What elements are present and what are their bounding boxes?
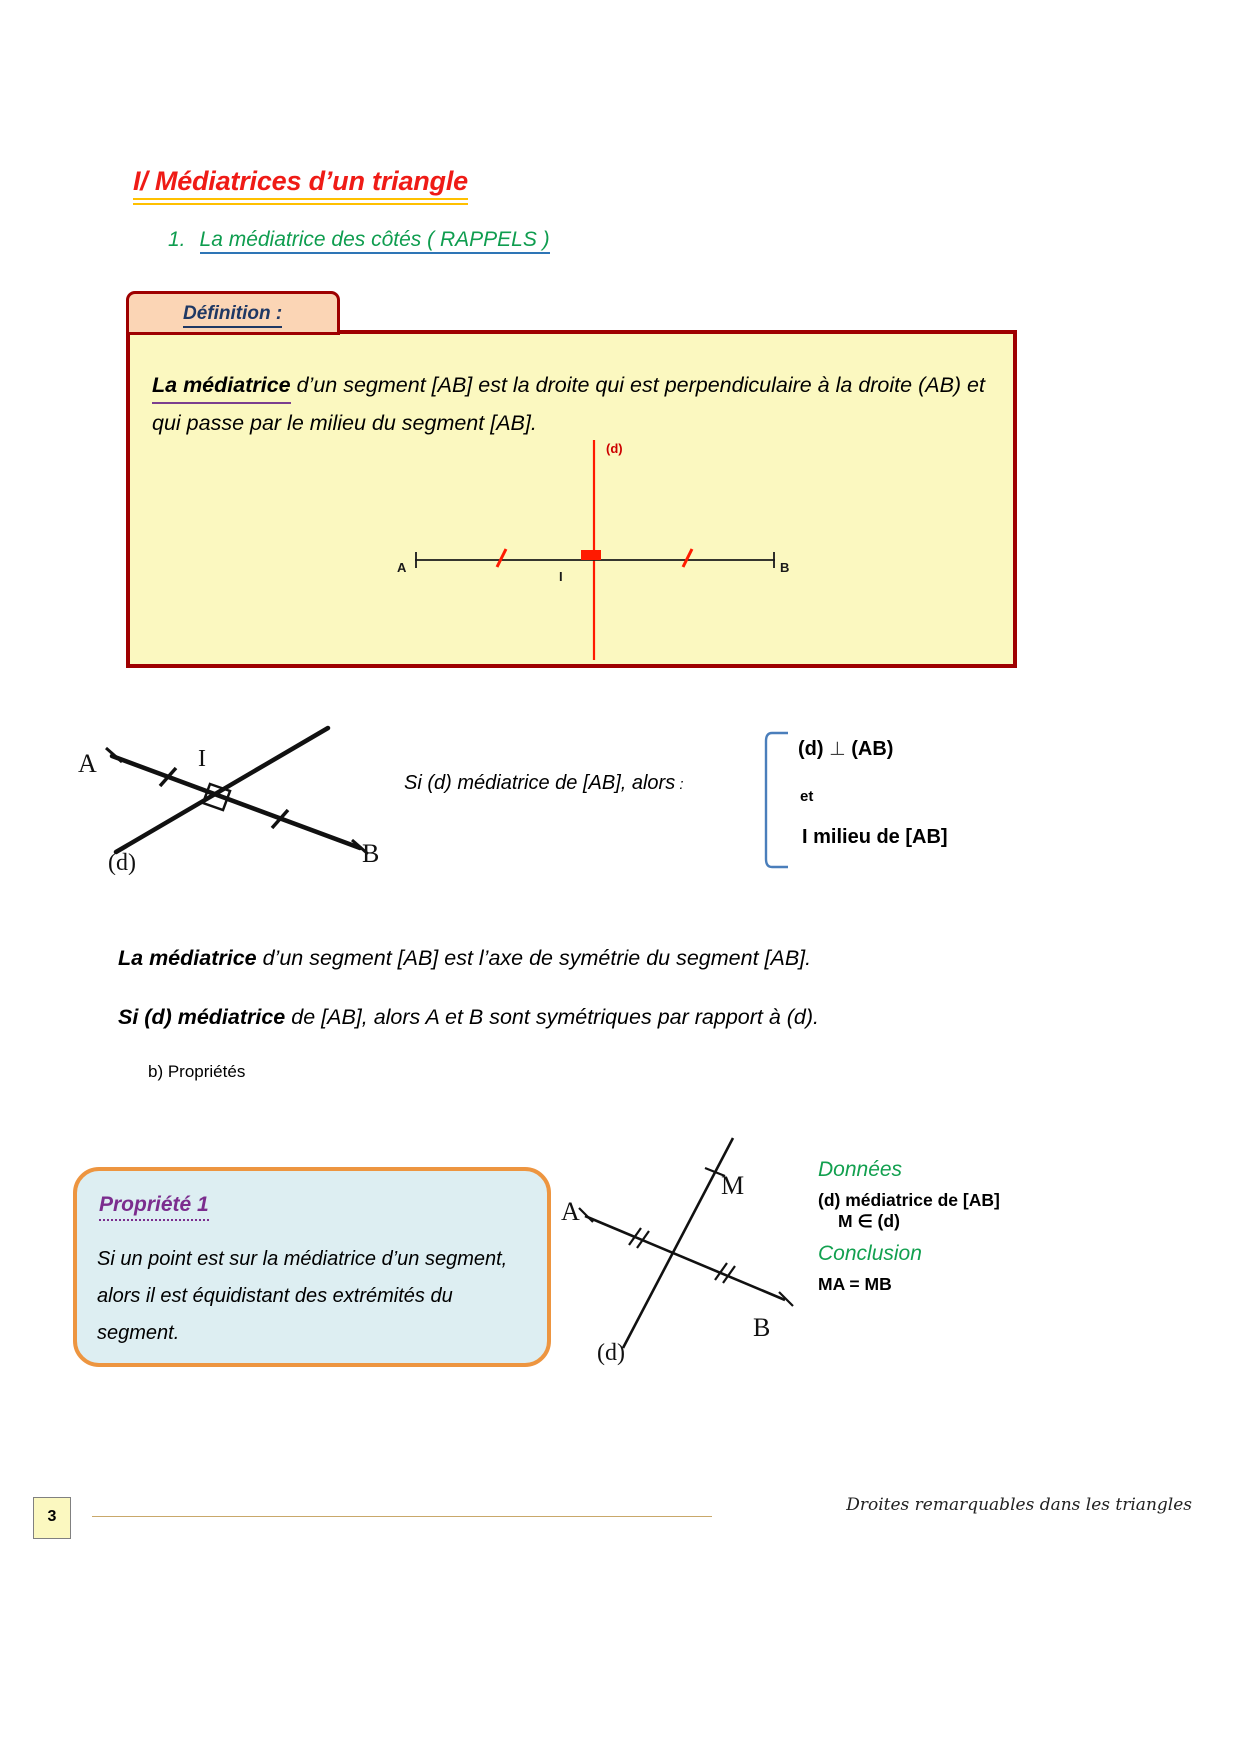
label-i: I xyxy=(559,569,563,584)
definition-keyword: La médiatrice xyxy=(152,366,291,404)
paragraph-symmetry-axis xyxy=(118,946,811,971)
donnees-line-2: M ∈ (d) xyxy=(838,1211,900,1231)
perp-pre: (d) xyxy=(798,738,830,760)
data-conclusion-block xyxy=(818,1158,1078,1295)
spacer-3 xyxy=(818,1266,1078,1274)
paragraph-1-bold: La médiatrice xyxy=(118,946,257,970)
brace-icon xyxy=(762,730,802,870)
subtitle-number: 1. xyxy=(168,228,186,251)
label-line-d: (d) xyxy=(606,441,623,456)
label-line-d-3: (d) xyxy=(597,1340,625,1366)
paragraph-2-rest: de [AB], alors A et B sont symétriques par rapport à (d). xyxy=(285,1005,820,1029)
paragraph-1-rest: d’un segment [AB] est l’axe de symétrie du segment [AB]. xyxy=(256,946,812,970)
label-a-2: A xyxy=(78,749,97,778)
label-b-3: B xyxy=(753,1313,771,1342)
label-line-d-2: (d) xyxy=(108,850,136,875)
figure-perpendicular-bisector xyxy=(60,700,380,880)
figure-mediatrice-ab-svg xyxy=(380,434,800,664)
tick-endpoint-a-3 xyxy=(579,1208,593,1222)
subtitle-text: La médiatrice des côtés ( RAPPELS ) xyxy=(199,228,550,251)
tick-mark-ai xyxy=(497,549,506,567)
figure-perpendicular-bisector-svg xyxy=(60,700,380,875)
perpendicular-icon: ⊥ xyxy=(829,739,846,760)
definition-box xyxy=(126,330,1017,668)
definition-tab xyxy=(126,291,340,335)
implication-premise xyxy=(404,772,684,795)
tick-mark-ib xyxy=(683,549,692,567)
label-b-2: B xyxy=(362,839,380,868)
sublabel-proprietes: b) Propriétés xyxy=(148,1062,246,1081)
spacer-1 xyxy=(818,1182,1078,1190)
label-b: B xyxy=(780,560,790,575)
definition-tab-label: Définition : xyxy=(183,303,282,328)
perp-post: (AB) xyxy=(845,738,894,760)
paragraph-2-bold: Si (d) médiatrice xyxy=(118,1005,286,1029)
property-title: Propriété 1 xyxy=(99,1193,209,1221)
implication-brace-group xyxy=(762,730,1022,870)
subtitle xyxy=(168,228,550,252)
right-angle-marker xyxy=(581,550,601,560)
implication-item-et: et xyxy=(800,788,814,805)
page-number: 3 xyxy=(47,1508,57,1525)
donnees-label: Données xyxy=(818,1158,903,1181)
page-number-box xyxy=(33,1497,71,1539)
figure-mediatrice-ab xyxy=(380,434,800,669)
definition-text xyxy=(152,366,992,442)
footer-divider xyxy=(92,1516,712,1517)
page-title xyxy=(133,166,468,197)
page-title-text: I/ Médiatrices d’un triangle xyxy=(133,166,468,196)
label-m-3: M xyxy=(721,1171,745,1200)
implication-item-perpendicular xyxy=(798,738,893,761)
implication-premise-text: Si (d) médiatrice de [AB], alors xyxy=(404,772,676,794)
label-a-3: A xyxy=(561,1197,580,1226)
label-a: A xyxy=(397,560,407,575)
implication-item-midpoint: I milieu de [AB] xyxy=(802,826,948,848)
figure-equidistant-point xyxy=(555,1120,815,1375)
property-body: Si un point est sur la médiatrice d’un segment, alors il est équidistant des extrémités du segment. xyxy=(97,1248,508,1344)
conclusion-label: Conclusion xyxy=(818,1242,922,1265)
title-underline-top xyxy=(133,198,468,200)
figure-equidistant-point-svg xyxy=(555,1120,815,1370)
footer-caption: Droites remarquables dans les triangles xyxy=(846,1495,1192,1515)
tick-endpoint-a-2 xyxy=(106,748,122,762)
donnees-line-1: (d) médiatrice de [AB] xyxy=(818,1190,1000,1210)
conclusion-line-1: MA = MB xyxy=(818,1274,892,1294)
spacer-2 xyxy=(818,1232,1078,1242)
title-underline-bottom xyxy=(133,203,468,205)
paragraph-symmetric-points xyxy=(118,1005,819,1030)
property-box xyxy=(73,1167,551,1367)
line-d-2 xyxy=(116,728,328,852)
definition-body: d’un segment [AB] est la droite qui est perpendiculaire à la droite (AB) et qui passe par le milieu du segment [AB]. xyxy=(152,373,985,435)
label-i-2: I xyxy=(198,746,206,772)
implication-colon: : xyxy=(675,776,684,793)
